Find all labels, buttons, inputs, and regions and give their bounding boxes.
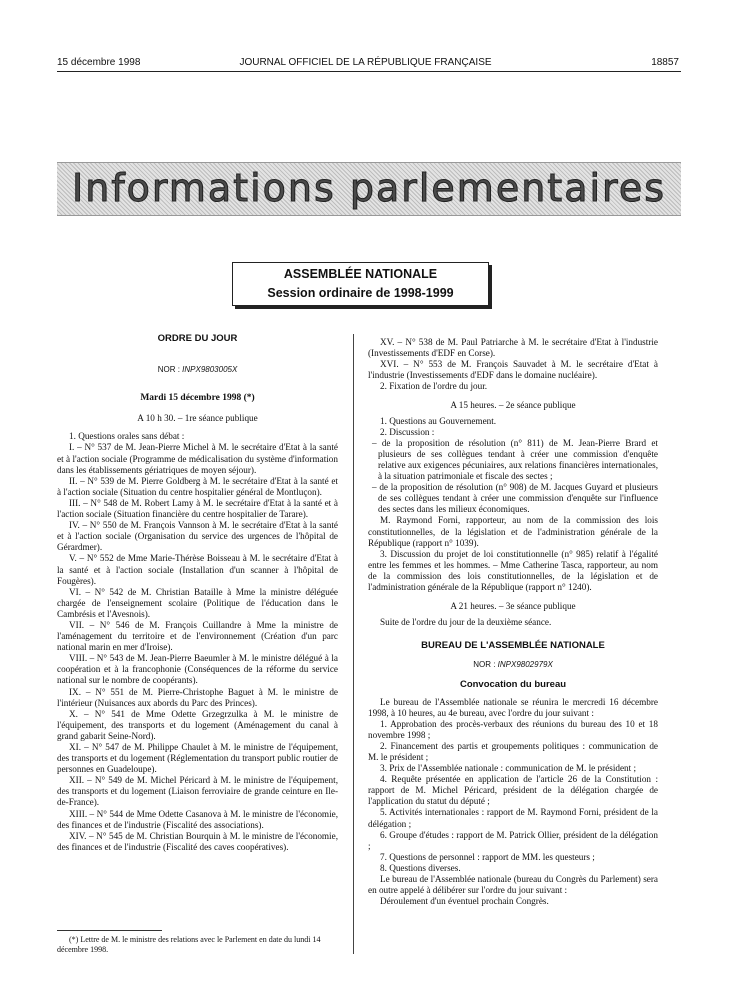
bureau-agenda-item: 2. Financement des partis et groupements politiques : communication de M. le président ; (368, 740, 658, 762)
seance-3-heading: A 21 heures. – 3e séance publique (450, 601, 576, 612)
agenda-heading: ORDRE DU JOUR (157, 333, 238, 344)
bureau-agenda-item: 3. Prix de l'Assemblée nationale : communication de M. le président ; (380, 763, 637, 774)
seance-2-items (368, 416, 658, 594)
congres-item: Déroulement d'un éventuel prochain Congrès. (380, 896, 549, 907)
agenda-paragraph: III. – N° 548 de M. Robert Lamy à M. le secrétaire d'Etat à la santé et à l'action sociale (Situation financière du centre hospitalier de Tarare). (57, 497, 338, 520)
assembly-box (232, 262, 489, 306)
header-journal-title: JOURNAL OFFICIEL DE LA RÉPUBLIQUE FRANÇAISE (239, 57, 492, 68)
footnote: (*) Lettre de M. le ministre des relations avec le Parlement en date du lundi 14 décembre 1998. (57, 935, 321, 954)
agenda-paragraph: XIV. – N° 545 de M. Christian Bourquin à M. le ministre de l'économie, des finances et de l'industrie (Fiscalité des caves coopératives). (57, 830, 338, 852)
agenda-date: Mardi 15 décembre 1998 (*) (140, 393, 255, 404)
agenda-paragraph: I. – N° 537 de M. Jean-Pierre Michel à M. le secrétaire d'Etat à la santé et à l'action sociale (Programme de médicalisation du système d'information dans les établissements gériatriques de moyen séjour). (57, 442, 338, 475)
agenda-paragraph: XV. – N° 538 de M. Paul Patriarche à M. le secrétaire d'Etat à l'industrie (Investissements d'EDF en Corse). (368, 337, 658, 359)
question-list (57, 431, 338, 853)
right-column (368, 337, 658, 907)
header-page-number: 18857 (651, 57, 679, 68)
agenda-paragraph: VII. – N° 546 de M. François Cuillandre à Mme la ministre de l'aménagement du territoire et de l'environnement (Création d'un parc national marin en mer d'Iroise). (57, 619, 338, 653)
agenda-paragraph: XI. – N° 547 de M. Philippe Chaulet à M. le ministre de l'équipement, des transports et du logement (Réglementation du transport public routier de personnes en Guadeloupe). (57, 742, 338, 775)
assembly-session: Session ordinaire de 1998-1999 (267, 286, 454, 300)
agenda-paragraph: XII. – N° 549 de M. Michel Péricard à M. le ministre de l'équipement, des transports et du logement (Liaison ferroviaire de grande ceinture en Ile-de-France). (57, 775, 338, 808)
seance-2-heading: A 15 heures. – 2e séance publique (450, 400, 576, 411)
agenda-paragraph: X. – N° 541 de Mme Odette Grzegrzulka à M. le ministre de l'équipement, des transports et du logement (Aménagement du canal à grand gabarit Seine-Nord). (57, 708, 338, 741)
banner-title: Informations parlementaires (72, 166, 666, 210)
agenda-paragraph: M. Raymond Forni, rapporteur, au nom de la commission des lois constitutionnelles, de la législation et de l'administration générale de la République (rapport n° 1039). (368, 515, 658, 548)
agenda-paragraph: II. – N° 539 de M. Pierre Goldberg à M. le secrétaire d'Etat à la santé et à l'action sociale (Situation du centre hospitalier général de Montluçon). (57, 475, 338, 497)
nor-reference: NOR : INPX9803005X (157, 365, 238, 375)
seance-1-heading: A 10 h 30. – 1re séance publique (137, 413, 258, 424)
agenda-paragraph: 1. Questions orales sans débat : (69, 431, 185, 442)
agenda-paragraph: XVI. – N° 553 de M. François Sauvadet à M. le secrétaire d'Etat à l'industrie (Investissements d'EDF dans le domaine nucléaire). (368, 359, 658, 381)
header-rule (57, 71, 681, 72)
agenda-paragraph: VI. – N° 542 de M. Christian Bataille à Mme la ministre déléguée chargée de l'enseignement scolaire (Politique de l'éducation dans le Cambrésis et l'Avesnois). (57, 586, 338, 619)
left-column (57, 333, 338, 853)
agenda-paragraph: IX. – N° 551 de M. Pierre-Christophe Baguet à M. le ministre de l'intérieur (Nuisances aux abords du Parc des Princes). (57, 686, 338, 708)
footnote-rule (57, 930, 162, 931)
column-divider (353, 334, 354, 954)
agenda-paragraph: IV. – N° 550 de M. François Vannson à M. le secrétaire d'Etat à la santé et à l'action sociale (Organisation du service des urgences de l'hôpital de Gérardmer). (57, 520, 338, 553)
bureau-heading: BUREAU DE L'ASSEMBLÉE NATIONALE (421, 640, 605, 652)
question-list-continued (368, 337, 658, 392)
convocation-heading: Convocation du bureau (459, 679, 567, 691)
bureau-agenda-item: 7. Questions de personnel : rapport de MM. les questeurs ; (380, 851, 595, 862)
agenda-paragraph: V. – N° 552 de Mme Marie-Thérèse Boisseau à M. le secrétaire d'Etat à la santé et à l'action sociale (Installation d'un scanner à l'hôpital de Fougères). (57, 553, 338, 586)
seance-3-text: Suite de l'ordre du jour de la deuxième séance. (380, 617, 552, 628)
section-banner (57, 162, 681, 216)
agenda-bullet: – de la proposition de résolution (n° 811) de M. Jean-Pierre Brard et plusieurs de ses collègues tendant à créer une commission d'enquête relative aux exigences pécuniaires, aux relations financières internationales, à la situation patrimoniale et fiscale des sectes ; (372, 437, 658, 482)
agenda-bullet: – de la proposition de résolution (n° 908) de M. Jacques Guyard et plusieurs de ses collègues tendant à créer une commission d'enquête sur l'influence des sectes dans les milieux économiques. (372, 482, 658, 515)
bureau-agenda-item: 4. Requête présentée en application de l'article 26 de la Constitution : rapport de M. Michel Péricard, président de la délégation chargée de l'application du statut du député ; (368, 774, 658, 807)
agenda-paragraph: 2. Discussion : (380, 426, 435, 437)
agenda-paragraph: VIII. – N° 543 de M. Jean-Pierre Baeumler à M. le ministre délégué à la coopération et à la francophonie (Conséquences de la réforme du service national sur le nombre de coopérants). (57, 653, 338, 686)
bureau-nor: NOR : INPX9802979X (473, 660, 553, 670)
bureau-intro: Le bureau de l'Assemblée nationale se réunira le mercredi 16 décembre 1998, à 10 heures, au 4e bureau, avec l'ordre du jour suivant : (368, 696, 658, 718)
agenda-paragraph: 1. Questions au Gouvernement. (380, 415, 497, 426)
assembly-title: ASSEMBLÉE NATIONALE (283, 267, 438, 281)
header-date: 15 décembre 1998 (57, 57, 141, 68)
bureau-agenda-item: 1. Approbation des procès-verbaux des réunions du bureau des 10 et 18 novembre 1998 ; (368, 718, 658, 740)
bureau-agenda-list (368, 719, 658, 874)
bureau-agenda-item: 5. Activités internationales : rapport de M. Raymond Forni, président de la délégation ; (368, 807, 658, 829)
agenda-paragraph: XIII. – N° 544 de Mme Odette Casanova à M. le ministre de l'économie, des finances et de l'industrie (Fiscalité des associations). (57, 808, 338, 830)
bureau-agenda-item: 6. Groupe d'études : rapport de M. Patrick Ollier, président de la délégation ; (368, 829, 658, 851)
agenda-paragraph: 3. Discussion du projet de loi constitutionnelle (n° 985) relatif à l'égalité entre les femmes et les hommes. – Mme Catherine Tasca, rapporteur, au nom de la commission des lois constitutionnelles, de la législation et de l'administration générale de la République (rapport n° 1240). (368, 548, 658, 592)
congres-intro: Le bureau de l'Assemblée nationale (bureau du Congrès du Parlement) sera en outre appelé à délibérer sur l'ordre du jour suivant : (368, 874, 658, 896)
agenda-paragraph: 2. Fixation de l'ordre du jour. (380, 381, 488, 392)
bureau-agenda-item: 8. Questions diverses. (380, 862, 461, 873)
